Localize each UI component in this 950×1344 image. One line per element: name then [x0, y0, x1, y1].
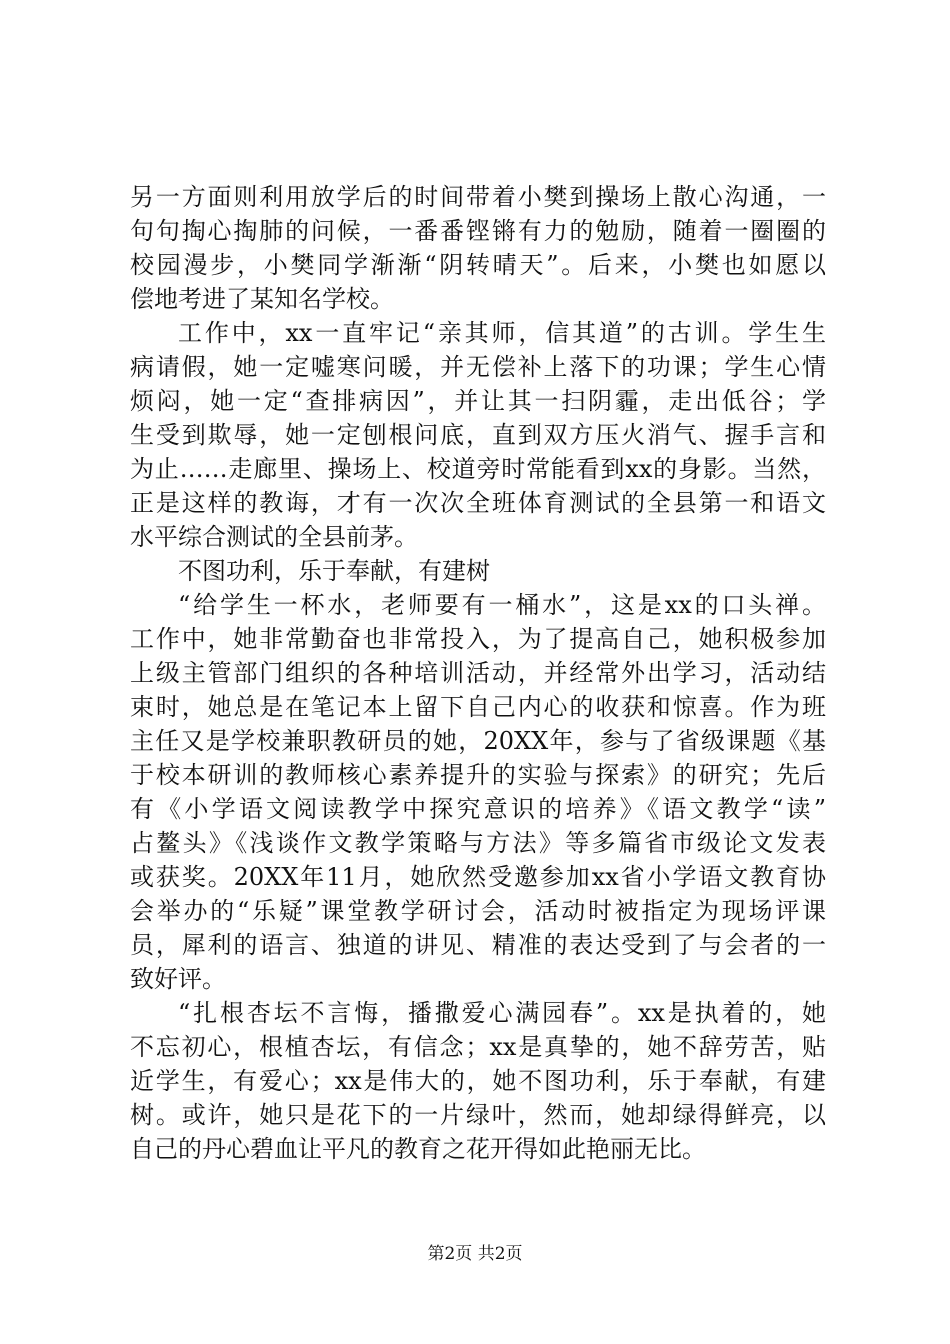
text-line: 有《小学语文阅读教学中探究意识的培养》《语文教学“读” — [130, 795, 826, 823]
text-line: 树。或许，她只是花下的一片绿叶，然而，她却绿得鲜亮，以 — [130, 1101, 826, 1129]
text-line: 病请假，她一定嘘寒问暖，并无偿补上落下的功课；学生心情 — [130, 353, 826, 381]
text-line: 工作中，她非常勤奋也非常投入，为了提高自己，她积极参加 — [130, 625, 826, 653]
text-line: 自己的丹心碧血让平凡的教育之花开得如此艳丽无比。 — [130, 1135, 706, 1163]
text-line: 近学生，有爱心；xx是伟大的，她不图功利，乐于奉献，有建 — [130, 1067, 826, 1095]
text-line: 会举办的“乐疑”课堂教学研讨会，活动时被指定为现场评课 — [130, 897, 826, 925]
text-line: 偿地考进了某知名学校。 — [130, 285, 394, 313]
text-line: 另一方面则利用放学后的时间带着小樊到操场上散心沟通，一 — [130, 183, 826, 211]
text-line: 正是这样的教诲，才有一次次全班体育测试的全县第一和语文 — [130, 489, 826, 517]
text-line: 员，犀利的语言、独道的讲见、精准的表达受到了与会者的一 — [130, 931, 826, 959]
text-line: 生受到欺辱，她一定刨根问底，直到双方压火消气、握手言和 — [130, 421, 826, 449]
text-line: 校园漫步，小樊同学渐渐“阴转晴天”。后来，小樊也如愿以 — [130, 251, 826, 279]
text-line: 句句掏心掏肺的问候，一番番铿锵有力的勉励，随着一圈圈的 — [130, 217, 826, 245]
text-line: 或获奖。20XX年11月，她欣然受邀参加xx省小学语文教育协 — [130, 863, 826, 891]
body-text — [130, 180, 826, 1166]
text-line: 不忘初心，根植杏坛，有信念；xx是真挚的，她不辞劳苦，贴 — [130, 1033, 826, 1061]
text-line: “扎根杏坛不言悔，播撒爱心满园春”。xx是执着的，她 — [178, 999, 826, 1027]
text-line: 占鳌头》《浅谈作文教学策略与方法》等多篇省市级论文发表 — [130, 829, 826, 857]
text-line: 主任又是学校兼职教研员的她，20XX年，参与了省级课题《基 — [130, 727, 826, 755]
text-line: 于校本研训的教师核心素养提升的实验与探索》的研究；先后 — [130, 761, 826, 789]
section-heading: 不图功利，乐于奉献，有建树 — [178, 557, 490, 585]
text-line: 为止……走廊里、操场上、校道旁时常能看到xx的身影。当然， — [130, 455, 826, 483]
text-line: 致好评。 — [130, 965, 226, 993]
text-line: 水平综合测试的全县前茅。 — [130, 523, 418, 551]
text-line: “给学生一杯水，老师要有一桶水”，这是xx的口头禅。 — [178, 591, 826, 619]
page-footer: 第2页 共2页 — [427, 1244, 523, 1264]
text-line: 上级主管部门组织的各种培训活动，并经常外出学习，活动结 — [130, 659, 826, 687]
text-line: 工作中，xx一直牢记“亲其师，信其道”的古训。学生生 — [178, 319, 826, 347]
text-line: 束时，她总是在笔记本上留下自己内心的收获和惊喜。作为班 — [130, 693, 826, 721]
text-line: 烦闷，她一定“查排病因”，并让其一扫阴霾，走出低谷；学 — [130, 387, 826, 415]
